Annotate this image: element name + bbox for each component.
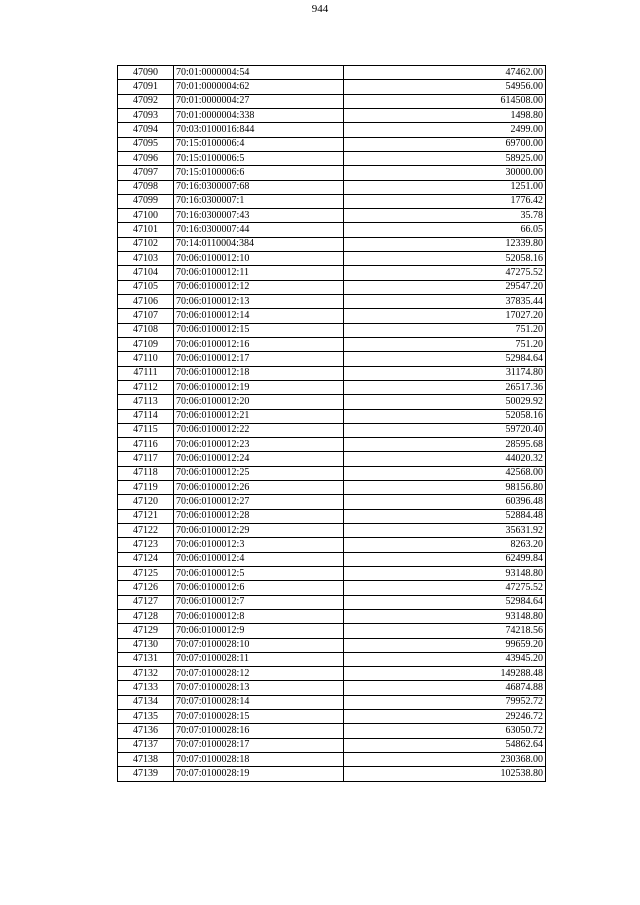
cadastral-number: 70:06:0100012:15 (174, 323, 344, 337)
cadastral-number: 70:06:0100012:4 (174, 552, 344, 566)
table-row (118, 266, 546, 280)
cadastral-number: 70:07:0100028:12 (174, 667, 344, 681)
row-number: 47094 (118, 123, 174, 137)
cadastral-number: 70:06:0100012:26 (174, 481, 344, 495)
row-number: 47128 (118, 609, 174, 623)
cadastral-value: 29246.72 (344, 710, 546, 724)
cadastral-value: 31174.80 (344, 366, 546, 380)
cadastral-number: 70:14:0110004:384 (174, 237, 344, 251)
cadastral-value: 230368.00 (344, 753, 546, 767)
table-row (118, 223, 546, 237)
table-row (118, 438, 546, 452)
table-row (118, 80, 546, 94)
cadastral-number: 70:07:0100028:10 (174, 638, 344, 652)
row-number: 47136 (118, 724, 174, 738)
cadastral-number: 70:15:0100006:6 (174, 166, 344, 180)
cadastral-value: 149288.48 (344, 667, 546, 681)
row-number: 47134 (118, 695, 174, 709)
row-number: 47120 (118, 495, 174, 509)
cadastral-value: 43945.20 (344, 652, 546, 666)
table-row (118, 524, 546, 538)
registry-table-body (118, 66, 546, 782)
table-row (118, 667, 546, 681)
cadastral-value: 12339.80 (344, 237, 546, 251)
row-number: 47139 (118, 767, 174, 781)
cadastral-number: 70:16:0300007:44 (174, 223, 344, 237)
cadastral-value: 42568.00 (344, 466, 546, 480)
table-row (118, 66, 546, 80)
row-number: 47129 (118, 624, 174, 638)
row-number: 47127 (118, 595, 174, 609)
cadastral-number: 70:06:0100012:8 (174, 609, 344, 623)
table-row (118, 123, 546, 137)
row-number: 47133 (118, 681, 174, 695)
cadastral-number: 70:16:0300007:1 (174, 194, 344, 208)
cadastral-number: 70:06:0100012:21 (174, 409, 344, 423)
cadastral-number: 70:03:0100016:844 (174, 123, 344, 137)
cadastral-number: 70:06:0100012:5 (174, 566, 344, 580)
cadastral-number: 70:06:0100012:24 (174, 452, 344, 466)
table-row (118, 724, 546, 738)
row-number: 47103 (118, 252, 174, 266)
row-number: 47090 (118, 66, 174, 80)
table-row (118, 452, 546, 466)
cadastral-number: 70:06:0100012:25 (174, 466, 344, 480)
table-row (118, 695, 546, 709)
row-number: 47104 (118, 266, 174, 280)
table-row (118, 495, 546, 509)
table-row (118, 395, 546, 409)
row-number: 47125 (118, 566, 174, 580)
cadastral-value: 99659.20 (344, 638, 546, 652)
cadastral-number: 70:06:0100012:19 (174, 380, 344, 394)
cadastral-number: 70:07:0100028:18 (174, 753, 344, 767)
row-number: 47097 (118, 166, 174, 180)
cadastral-value: 52984.64 (344, 352, 546, 366)
table-row (118, 609, 546, 623)
table-row (118, 309, 546, 323)
row-number: 47106 (118, 295, 174, 309)
page-number: 944 (311, 3, 329, 15)
row-number: 47108 (118, 323, 174, 337)
row-number: 47124 (118, 552, 174, 566)
table-row (118, 652, 546, 666)
table-row (118, 552, 546, 566)
row-number: 47092 (118, 94, 174, 108)
row-number: 47114 (118, 409, 174, 423)
table-row (118, 581, 546, 595)
table-row (118, 209, 546, 223)
cadastral-value: 751.20 (344, 337, 546, 351)
row-number: 47118 (118, 466, 174, 480)
cadastral-number: 70:01:0000004:27 (174, 94, 344, 108)
cadastral-value: 28595.68 (344, 438, 546, 452)
cadastral-number: 70:06:0100012:29 (174, 524, 344, 538)
cadastral-value: 93148.80 (344, 609, 546, 623)
cadastral-value: 54956.00 (344, 80, 546, 94)
cadastral-value: 35.78 (344, 209, 546, 223)
cadastral-value: 26517.36 (344, 380, 546, 394)
cadastral-value: 614508.00 (344, 94, 546, 108)
row-number: 47102 (118, 237, 174, 251)
cadastral-number: 70:06:0100012:28 (174, 509, 344, 523)
table-row (118, 753, 546, 767)
table-row (118, 566, 546, 580)
cadastral-number: 70:15:0100006:4 (174, 137, 344, 151)
cadastral-number: 70:16:0300007:43 (174, 209, 344, 223)
row-number: 47109 (118, 337, 174, 351)
cadastral-number: 70:16:0300007:68 (174, 180, 344, 194)
row-number: 47107 (118, 309, 174, 323)
table-row (118, 252, 546, 266)
table-row (118, 337, 546, 351)
cadastral-number: 70:06:0100012:9 (174, 624, 344, 638)
cadastral-number: 70:07:0100028:16 (174, 724, 344, 738)
row-number: 47135 (118, 710, 174, 724)
row-number: 47122 (118, 524, 174, 538)
table-row (118, 481, 546, 495)
cadastral-number: 70:06:0100012:11 (174, 266, 344, 280)
table-row (118, 681, 546, 695)
table-row (118, 423, 546, 437)
cadastral-number: 70:07:0100028:19 (174, 767, 344, 781)
cadastral-number: 70:06:0100012:17 (174, 352, 344, 366)
table-row (118, 137, 546, 151)
cadastral-value: 30000.00 (344, 166, 546, 180)
cadastral-value: 52884.48 (344, 509, 546, 523)
row-number: 47098 (118, 180, 174, 194)
cadastral-value: 54862.64 (344, 738, 546, 752)
cadastral-value: 79952.72 (344, 695, 546, 709)
row-number: 47100 (118, 209, 174, 223)
cadastral-value: 46874.88 (344, 681, 546, 695)
cadastral-value: 2499.00 (344, 123, 546, 137)
cadastral-number: 70:06:0100012:18 (174, 366, 344, 380)
row-number: 47111 (118, 366, 174, 380)
cadastral-number: 70:01:0000004:54 (174, 66, 344, 80)
cadastral-number: 70:07:0100028:15 (174, 710, 344, 724)
cadastral-value: 17027.20 (344, 309, 546, 323)
cadastral-value: 52058.16 (344, 252, 546, 266)
cadastral-value: 35631.92 (344, 524, 546, 538)
table-row (118, 624, 546, 638)
cadastral-value: 52984.64 (344, 595, 546, 609)
cadastral-value: 50029.92 (344, 395, 546, 409)
row-number: 47093 (118, 108, 174, 122)
row-number: 47137 (118, 738, 174, 752)
table-row (118, 237, 546, 251)
table-row (118, 366, 546, 380)
table-row (118, 108, 546, 122)
table-row (118, 538, 546, 552)
table-row (118, 509, 546, 523)
cadastral-value: 59720.40 (344, 423, 546, 437)
table-row (118, 638, 546, 652)
row-number: 47123 (118, 538, 174, 552)
cadastral-number: 70:06:0100012:6 (174, 581, 344, 595)
cadastral-number: 70:07:0100028:13 (174, 681, 344, 695)
row-number: 47130 (118, 638, 174, 652)
table-row (118, 94, 546, 108)
table-row (118, 767, 546, 781)
table-row (118, 409, 546, 423)
cadastral-value: 37835.44 (344, 295, 546, 309)
cadastral-value: 63050.72 (344, 724, 546, 738)
cadastral-number: 70:07:0100028:11 (174, 652, 344, 666)
cadastral-number: 70:07:0100028:14 (174, 695, 344, 709)
table-row (118, 180, 546, 194)
cadastral-number: 70:06:0100012:10 (174, 252, 344, 266)
row-number: 47113 (118, 395, 174, 409)
table-row (118, 280, 546, 294)
table-row (118, 194, 546, 208)
table-row (118, 352, 546, 366)
row-number: 47115 (118, 423, 174, 437)
cadastral-value: 47275.52 (344, 581, 546, 595)
row-number: 47121 (118, 509, 174, 523)
cadastral-number: 70:06:0100012:23 (174, 438, 344, 452)
row-number: 47105 (118, 280, 174, 294)
cadastral-value: 102538.80 (344, 767, 546, 781)
cadastral-number: 70:01:0000004:338 (174, 108, 344, 122)
cadastral-number: 70:06:0100012:16 (174, 337, 344, 351)
cadastral-value: 44020.32 (344, 452, 546, 466)
cadastral-number: 70:06:0100012:3 (174, 538, 344, 552)
cadastral-value: 751.20 (344, 323, 546, 337)
registry-table (117, 65, 546, 782)
table-row (118, 380, 546, 394)
cadastral-number: 70:06:0100012:27 (174, 495, 344, 509)
cadastral-number: 70:06:0100012:20 (174, 395, 344, 409)
row-number: 47096 (118, 151, 174, 165)
row-number: 47138 (118, 753, 174, 767)
cadastral-value: 58925.00 (344, 151, 546, 165)
table-row (118, 466, 546, 480)
cadastral-value: 29547.20 (344, 280, 546, 294)
cadastral-number: 70:06:0100012:22 (174, 423, 344, 437)
table-row (118, 710, 546, 724)
cadastral-value: 47275.52 (344, 266, 546, 280)
cadastral-value: 69700.00 (344, 137, 546, 151)
row-number: 47116 (118, 438, 174, 452)
row-number: 47110 (118, 352, 174, 366)
row-number: 47126 (118, 581, 174, 595)
row-number: 47112 (118, 380, 174, 394)
table-row (118, 166, 546, 180)
cadastral-value: 52058.16 (344, 409, 546, 423)
cadastral-value: 1776.42 (344, 194, 546, 208)
cadastral-number: 70:07:0100028:17 (174, 738, 344, 752)
table-row (118, 151, 546, 165)
cadastral-value: 74218.56 (344, 624, 546, 638)
cadastral-value: 98156.80 (344, 481, 546, 495)
row-number: 47132 (118, 667, 174, 681)
table-row (118, 323, 546, 337)
row-number: 47099 (118, 194, 174, 208)
cadastral-number: 70:06:0100012:14 (174, 309, 344, 323)
cadastral-number: 70:06:0100012:13 (174, 295, 344, 309)
cadastral-number: 70:06:0100012:7 (174, 595, 344, 609)
row-number: 47095 (118, 137, 174, 151)
row-number: 47119 (118, 481, 174, 495)
row-number: 47101 (118, 223, 174, 237)
cadastral-value: 1251.00 (344, 180, 546, 194)
cadastral-value: 93148.80 (344, 566, 546, 580)
cadastral-value: 62499.84 (344, 552, 546, 566)
cadastral-value: 8263.20 (344, 538, 546, 552)
row-number: 47117 (118, 452, 174, 466)
cadastral-number: 70:15:0100006:5 (174, 151, 344, 165)
table-row (118, 738, 546, 752)
cadastral-number: 70:06:0100012:12 (174, 280, 344, 294)
cadastral-value: 66.05 (344, 223, 546, 237)
cadastral-value: 60396.48 (344, 495, 546, 509)
row-number: 47131 (118, 652, 174, 666)
cadastral-value: 47462.00 (344, 66, 546, 80)
table-row (118, 295, 546, 309)
cadastral-value: 1498.80 (344, 108, 546, 122)
cadastral-number: 70:01:0000004:62 (174, 80, 344, 94)
row-number: 47091 (118, 80, 174, 94)
table-row (118, 595, 546, 609)
